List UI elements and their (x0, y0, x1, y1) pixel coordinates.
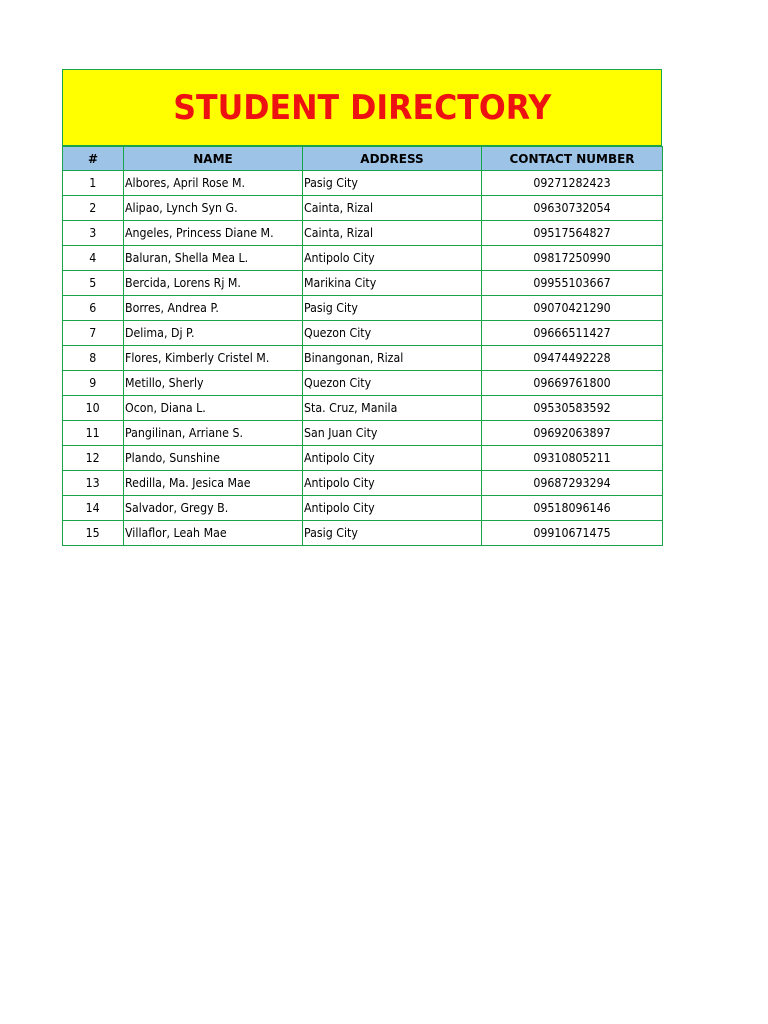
cell-number (63, 396, 124, 421)
table-row (63, 471, 663, 496)
cell-contact-number (482, 446, 663, 471)
cell-contact-number (482, 196, 663, 221)
cell-address (303, 471, 482, 496)
cell-number (63, 471, 124, 496)
cell-name-text: Alipao, Lynch Syn G. (125, 201, 238, 215)
table-row (63, 296, 663, 321)
cell-address (303, 271, 482, 296)
cell-number (63, 346, 124, 371)
cell-contact-number (482, 346, 663, 371)
cell-contact-number (482, 371, 663, 396)
cell-name (124, 296, 303, 321)
table-row (63, 221, 663, 246)
cell-contact-number-text: 09310805211 (533, 451, 611, 465)
cell-name-text: Delima, Dj P. (125, 326, 195, 340)
cell-contact-number-text: 09271282423 (533, 176, 611, 190)
table-row (63, 371, 663, 396)
student-directory-sheet (62, 69, 662, 546)
cell-address (303, 446, 482, 471)
cell-address (303, 296, 482, 321)
cell-address (303, 196, 482, 221)
cell-contact-number-text: 09474492228 (533, 351, 611, 365)
cell-contact-number (482, 221, 663, 246)
cell-contact-number (482, 321, 663, 346)
cell-number-text: 11 (85, 426, 101, 440)
table-row (63, 346, 663, 371)
cell-name-text: Salvador, Gregy B. (125, 501, 229, 515)
cell-contact-number (482, 471, 663, 496)
cell-number (63, 421, 124, 446)
cell-address (303, 496, 482, 521)
cell-contact-number (482, 421, 663, 446)
cell-number (63, 171, 124, 196)
cell-contact-number (482, 396, 663, 421)
table-row (63, 246, 663, 271)
cell-address-text: Antipolo City (304, 251, 375, 265)
cell-number (63, 246, 124, 271)
cell-name (124, 196, 303, 221)
cell-contact-number-text: 09630732054 (533, 201, 611, 215)
cell-number-text: 7 (89, 326, 97, 340)
cell-number-text: 4 (89, 251, 97, 265)
column-header-number: # (63, 147, 124, 171)
cell-number-text: 15 (85, 526, 101, 540)
cell-name (124, 421, 303, 446)
cell-name-text: Plando, Sunshine (125, 451, 220, 465)
cell-address (303, 246, 482, 271)
cell-contact-number-text: 09070421290 (533, 301, 611, 315)
cell-name (124, 321, 303, 346)
cell-name (124, 271, 303, 296)
cell-name-text: Albores, April Rose M. (125, 176, 246, 190)
cell-contact-number-text: 09517564827 (533, 226, 611, 240)
cell-name (124, 446, 303, 471)
cell-address-text: Pasig City (304, 301, 358, 315)
cell-number (63, 446, 124, 471)
cell-number-text: 1 (89, 176, 97, 190)
cell-number-text: 3 (89, 226, 97, 240)
cell-address-text: Binangonan, Rizal (304, 351, 404, 365)
table-row (63, 446, 663, 471)
cell-contact-number-text: 09530583592 (533, 401, 611, 415)
cell-contact-number-text: 09692063897 (533, 426, 611, 440)
cell-number-text: 2 (89, 201, 97, 215)
cell-number-text: 6 (89, 301, 97, 315)
cell-address-text: Pasig City (304, 526, 358, 540)
cell-contact-number (482, 521, 663, 546)
title-banner (62, 69, 662, 146)
cell-name-text: Bercida, Lorens Rj M. (125, 276, 241, 290)
cell-number (63, 371, 124, 396)
cell-address-text: Marikina City (304, 276, 377, 290)
cell-address (303, 421, 482, 446)
cell-name (124, 371, 303, 396)
cell-address-text: San Juan City (304, 426, 378, 440)
table-row (63, 521, 663, 546)
cell-address (303, 346, 482, 371)
cell-address-text: Antipolo City (304, 476, 375, 490)
cell-number (63, 496, 124, 521)
table-body (63, 171, 663, 546)
cell-address-text: Sta. Cruz, Manila (304, 401, 398, 415)
cell-address (303, 321, 482, 346)
table-row (63, 496, 663, 521)
table-row (63, 271, 663, 296)
cell-number (63, 196, 124, 221)
table-row (63, 396, 663, 421)
cell-number-text: 5 (89, 276, 97, 290)
cell-number-text: 13 (85, 476, 101, 490)
cell-address (303, 521, 482, 546)
cell-name (124, 171, 303, 196)
cell-number-text: 8 (89, 351, 97, 365)
cell-number-text: 12 (85, 451, 101, 465)
cell-name (124, 246, 303, 271)
cell-contact-number (482, 496, 663, 521)
cell-address-text: Cainta, Rizal (304, 201, 374, 215)
cell-name (124, 346, 303, 371)
table-row (63, 321, 663, 346)
cell-contact-number (482, 271, 663, 296)
cell-contact-number-text: 09518096146 (533, 501, 611, 515)
cell-contact-number-text: 09955103667 (533, 276, 611, 290)
cell-name-text: Metillo, Sherly (125, 376, 204, 390)
cell-address (303, 221, 482, 246)
cell-number-text: 14 (85, 501, 101, 515)
cell-address-text: Antipolo City (304, 451, 375, 465)
directory-table (62, 146, 663, 546)
cell-address-text: Antipolo City (304, 501, 375, 515)
cell-contact-number-text: 09666511427 (533, 326, 611, 340)
cell-name (124, 521, 303, 546)
cell-number-text: 9 (89, 376, 97, 390)
cell-name-text: Baluran, Shella Mea L. (125, 251, 249, 265)
cell-contact-number (482, 296, 663, 321)
cell-name-text: Redilla, Ma. Jesica Mae (125, 476, 251, 490)
table-header (63, 147, 663, 171)
cell-number (63, 521, 124, 546)
cell-address-text: Pasig City (304, 176, 358, 190)
cell-address-text: Cainta, Rizal (304, 226, 374, 240)
cell-name-text: Villaflor, Leah Mae (125, 526, 227, 540)
cell-contact-number (482, 171, 663, 196)
cell-contact-number (482, 246, 663, 271)
cell-name (124, 496, 303, 521)
column-header-contact: CONTACT NUMBER (482, 147, 663, 171)
cell-number (63, 296, 124, 321)
cell-contact-number-text: 09910671475 (533, 526, 611, 540)
cell-address (303, 171, 482, 196)
cell-contact-number-text: 09817250990 (533, 251, 611, 265)
cell-number (63, 221, 124, 246)
page-title: STUDENT DIRECTORY (172, 87, 552, 128)
table-row (63, 171, 663, 196)
cell-number (63, 321, 124, 346)
table-row (63, 196, 663, 221)
cell-name-text: Flores, Kimberly Cristel M. (125, 351, 270, 365)
cell-name-text: Borres, Andrea P. (125, 301, 219, 315)
cell-name-text: Pangilinan, Arriane S. (125, 426, 244, 440)
column-header-address: ADDRESS (303, 147, 482, 171)
table-row (63, 421, 663, 446)
header-row (63, 147, 663, 171)
cell-name-text: Angeles, Princess Diane M. (125, 226, 274, 240)
cell-number (63, 271, 124, 296)
cell-address-text: Quezon City (304, 376, 372, 390)
cell-address (303, 396, 482, 421)
cell-contact-number-text: 09669761800 (533, 376, 611, 390)
column-header-name: NAME (124, 147, 303, 171)
cell-number-text: 10 (85, 401, 101, 415)
cell-address (303, 371, 482, 396)
cell-address-text: Quezon City (304, 326, 372, 340)
cell-name (124, 221, 303, 246)
cell-contact-number-text: 09687293294 (533, 476, 611, 490)
cell-name-text: Ocon, Diana L. (125, 401, 206, 415)
cell-name (124, 396, 303, 421)
cell-name (124, 471, 303, 496)
